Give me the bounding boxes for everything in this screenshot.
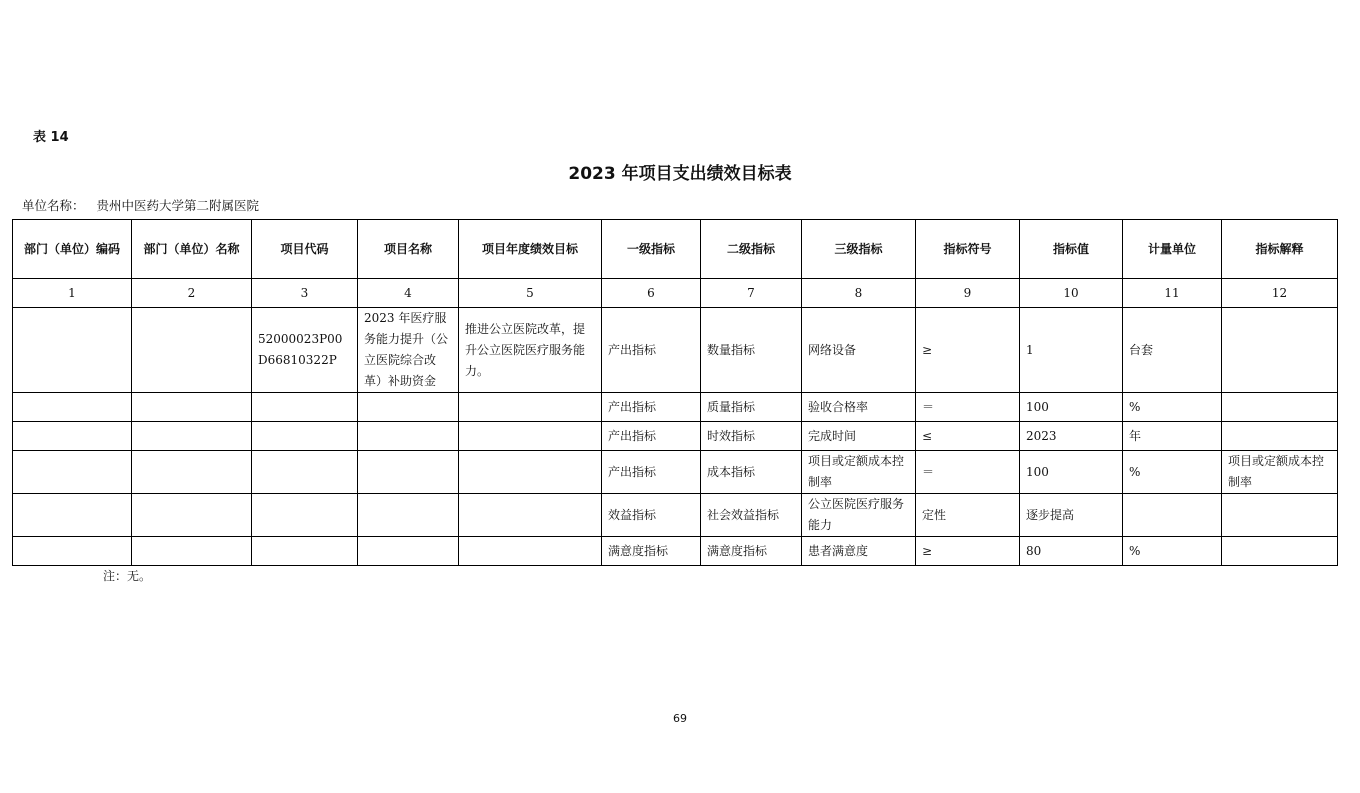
- header-level3-indicator: 三级指标: [802, 220, 916, 279]
- table-cell: 100: [1020, 393, 1123, 422]
- unit-name-value: 贵州中医药大学第二附属医院: [96, 198, 260, 213]
- table-cell: [358, 451, 459, 494]
- table-cell: 台套: [1123, 308, 1222, 393]
- project-name-cell: 2023 年医疗服务能力提升（公立医院综合改革）补助资金: [358, 308, 459, 393]
- table-cell: [132, 537, 252, 566]
- table-cell: [13, 451, 132, 494]
- table-cell: [13, 393, 132, 422]
- table-cell: [252, 451, 358, 494]
- table-cell: 满意度指标: [602, 537, 701, 566]
- column-number: 6: [602, 279, 701, 308]
- table-row: [13, 422, 1338, 451]
- column-number: 5: [459, 279, 602, 308]
- table-label: 表 14: [33, 130, 69, 145]
- column-number: 8: [802, 279, 916, 308]
- table-cell: [252, 494, 358, 537]
- table-cell: [13, 422, 132, 451]
- annual-target-cell: 推进公立医院改革，提升公立医院医疗服务能力。: [459, 308, 602, 393]
- table-cell: %: [1123, 451, 1222, 494]
- table-cell: [1123, 494, 1222, 537]
- table-cell: [1222, 308, 1338, 393]
- table-cell: 逐步提高: [1020, 494, 1123, 537]
- table-cell: 满意度指标: [701, 537, 802, 566]
- table-row: [13, 494, 1338, 537]
- table-row: [13, 393, 1338, 422]
- table-cell: 完成时间: [802, 422, 916, 451]
- table-cell: ≥: [916, 308, 1020, 393]
- table-cell: [1222, 494, 1338, 537]
- header-indicator-symbol: 指标符号: [916, 220, 1020, 279]
- table-cell: [459, 393, 602, 422]
- table-cell: [358, 537, 459, 566]
- table-cell: ≤: [916, 422, 1020, 451]
- performance-target-table: [12, 219, 1338, 566]
- column-number: 3: [252, 279, 358, 308]
- table-cell: [459, 451, 602, 494]
- table-cell: 1: [1020, 308, 1123, 393]
- table-cell: [13, 494, 132, 537]
- table-cell: 项目或定额成本控制率: [1222, 451, 1338, 494]
- table-cell: 验收合格率: [802, 393, 916, 422]
- table-cell: 质量指标: [701, 393, 802, 422]
- table-cell: [1222, 422, 1338, 451]
- table-cell: [358, 393, 459, 422]
- table-cell: 产出指标: [602, 308, 701, 393]
- table-cell: 年: [1123, 422, 1222, 451]
- table-cell: [1222, 537, 1338, 566]
- table-cell: 项目或定额成本控制率: [802, 451, 916, 494]
- column-number: 7: [701, 279, 802, 308]
- header-explanation: 指标解释: [1222, 220, 1338, 279]
- table-cell: [252, 537, 358, 566]
- table-cell: 公立医院医疗服务能力: [802, 494, 916, 537]
- column-number: 10: [1020, 279, 1123, 308]
- table-cell: [132, 494, 252, 537]
- header-level2-indicator: 二级指标: [701, 220, 802, 279]
- column-number: 2: [132, 279, 252, 308]
- table-cell: [13, 308, 132, 393]
- table-cell: 成本指标: [701, 451, 802, 494]
- column-number: 11: [1123, 279, 1222, 308]
- table-cell: ＝: [916, 393, 1020, 422]
- table-cell: 网络设备: [802, 308, 916, 393]
- column-number-row: [13, 279, 1338, 308]
- header-project-code: 项目代码: [252, 220, 358, 279]
- table-cell: [459, 537, 602, 566]
- table-cell: [252, 393, 358, 422]
- header-dept-name: 部门（单位）名称: [132, 220, 252, 279]
- project-code-cell: 52000023P00D66810322P: [252, 308, 358, 393]
- header-annual-target: 项目年度绩效目标: [459, 220, 602, 279]
- table-cell: 产出指标: [602, 451, 701, 494]
- header-dept-code: 部门（单位）编码: [13, 220, 132, 279]
- table-cell: [132, 393, 252, 422]
- table-row: [13, 537, 1338, 566]
- table-cell: 社会效益指标: [701, 494, 802, 537]
- table-cell: [358, 494, 459, 537]
- table-cell: [1222, 393, 1338, 422]
- page-number: 69: [673, 712, 687, 725]
- table-cell: [13, 537, 132, 566]
- table-row: [13, 451, 1338, 494]
- unit-name-label: 单位名称：: [22, 198, 85, 213]
- column-number: 4: [358, 279, 459, 308]
- table-cell: 定性: [916, 494, 1020, 537]
- header-row: [13, 220, 1338, 279]
- table-cell: 时效指标: [701, 422, 802, 451]
- table-cell: ＝: [916, 451, 1020, 494]
- table-cell: 100: [1020, 451, 1123, 494]
- table-cell: 产出指标: [602, 393, 701, 422]
- table-cell: [459, 422, 602, 451]
- header-level1-indicator: 一级指标: [602, 220, 701, 279]
- table-cell: [132, 451, 252, 494]
- unit-name-line: [22, 196, 259, 214]
- table-cell: [252, 422, 358, 451]
- table-cell: 效益指标: [602, 494, 701, 537]
- table-cell: %: [1123, 537, 1222, 566]
- document-title: 2023 年项目支出绩效目标表: [568, 164, 792, 184]
- column-number: 9: [916, 279, 1020, 308]
- header-indicator-value: 指标值: [1020, 220, 1123, 279]
- table-cell: 80: [1020, 537, 1123, 566]
- column-number: 1: [13, 279, 132, 308]
- table-cell: [459, 494, 602, 537]
- table-cell: [358, 422, 459, 451]
- table-cell: [132, 308, 252, 393]
- table-cell: %: [1123, 393, 1222, 422]
- table-cell: [132, 422, 252, 451]
- header-unit: 计量单位: [1123, 220, 1222, 279]
- column-number: 12: [1222, 279, 1338, 308]
- table-cell: 数量指标: [701, 308, 802, 393]
- table-cell: 产出指标: [602, 422, 701, 451]
- header-project-name: 项目名称: [358, 220, 459, 279]
- table-cell: ≥: [916, 537, 1020, 566]
- table-row: [13, 308, 1338, 393]
- table-note: 注：无。: [103, 569, 152, 583]
- table-cell: 2023: [1020, 422, 1123, 451]
- table-cell: 患者满意度: [802, 537, 916, 566]
